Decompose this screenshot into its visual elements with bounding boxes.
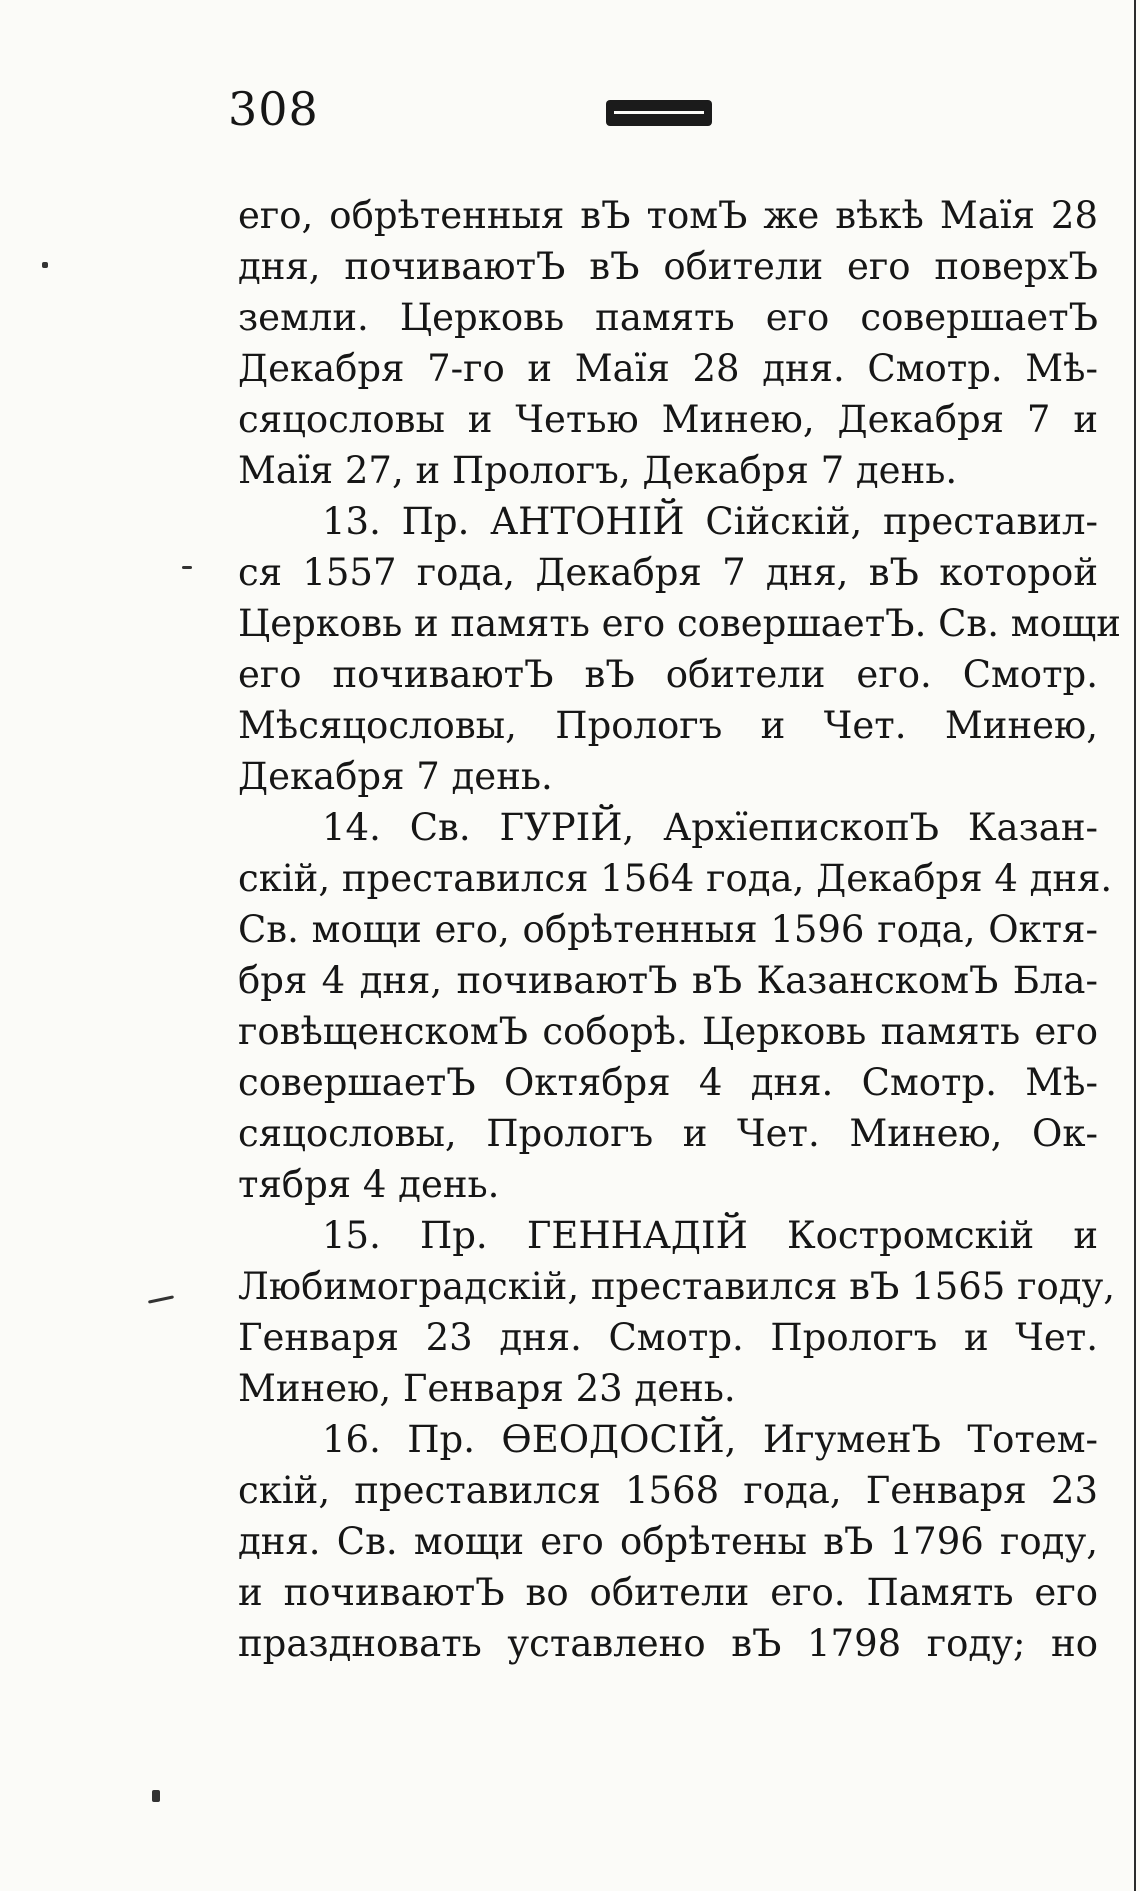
text-line: праздновать уставлено вЪ 1798 году; но [238, 1622, 1098, 1665]
text-line: 16. Пр. ѲЕОДОСІЙ, ИгуменЪ Тотем- [322, 1418, 1098, 1461]
text-line: 13. Пр. АНТОНІЙ Сійскій, преставил- [322, 500, 1098, 543]
text-line: говѣщенскомЪ соборѣ. Церковь память его [238, 1010, 1098, 1053]
header-ornament [606, 100, 712, 126]
text-line: дня, почиваютЪ вЪ обители его поверхЪ [238, 245, 1098, 288]
text-line: сяцословы и Четью Минею, Декабря 7 и [238, 398, 1098, 441]
text-line: и почиваютЪ во обители его. Память его [238, 1571, 1098, 1614]
margin-mark [152, 1790, 160, 1802]
text-line: Церковь и память его совершаетЪ. Св. мощи [238, 602, 1121, 645]
page-number: 308 [228, 82, 319, 136]
text-line: ся 1557 года, Декабря 7 дня, вЪ которой [238, 551, 1098, 594]
text-line: бря 4 дня, почиваютЪ вЪ КазанскомЪ Бла- [238, 959, 1098, 1002]
text-line: совершаетЪ Октября 4 дня. Смотр. Мѣ- [238, 1061, 1098, 1104]
text-line: Минею, Генваря 23 день. [238, 1367, 736, 1410]
text-line: сяцословы, Прологъ и Чет. Минею, Ок- [238, 1112, 1098, 1155]
text-line: 14. Св. ГУРІЙ, АрхїепископЪ Казан- [322, 806, 1098, 849]
text-line: скій, преставился 1564 года, Декабря 4 дня. [238, 857, 1113, 900]
text-block [238, 190, 1121, 1669]
margin-mark [42, 262, 48, 268]
text-line: Генваря 23 дня. Смотр. Прологъ и Чет. [238, 1316, 1098, 1359]
text-line: земли. Церковь память его совершаетЪ [238, 296, 1098, 339]
text-line: его почиваютЪ вЪ обители его. Смотр. [238, 653, 1098, 696]
page-edge-line [1134, 0, 1136, 1891]
margin-mark [148, 1295, 174, 1303]
margin-mark [182, 566, 192, 569]
text-line: тября 4 день. [238, 1163, 500, 1206]
text-line: Св. мощи его, обрѣтенныя 1596 года, Октя- [238, 908, 1098, 951]
text-line: Любимоградскій, преставился вЪ 1565 году, [238, 1265, 1116, 1308]
text-line: скій, преставился 1568 года, Генваря 23 [238, 1469, 1098, 1512]
text-line: Мѣсяцословы, Прологъ и Чет. Минею, [238, 704, 1098, 747]
text-line: Маїя 27, и Прологъ, Декабря 7 день. [238, 449, 958, 492]
text-line: Декабря 7 день. [238, 755, 553, 798]
text-line: дня. Св. мощи его обрѣтены вЪ 1796 году, [238, 1520, 1098, 1563]
text-line: Декабря 7-го и Маїя 28 дня. Смотр. Мѣ- [238, 347, 1098, 390]
text-line: его, обрѣтенныя вЪ томЪ же вѣкѣ Маїя 28 [238, 194, 1098, 237]
text-line: 15. Пр. ГЕННАДІЙ Костромскій и [322, 1214, 1098, 1257]
